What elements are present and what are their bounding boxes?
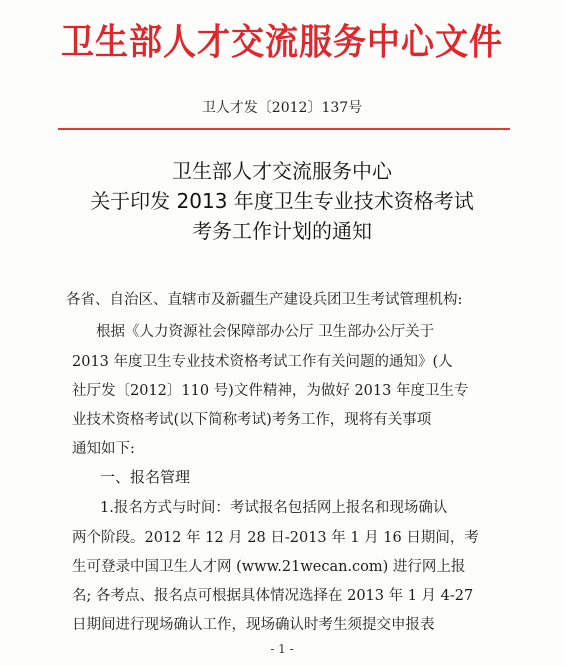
notice-title-line-3: 考务工作计划的通知 bbox=[192, 219, 372, 243]
section1-line-5: 日期间进行现场确认工作，现场确认时考生须提交申报表 bbox=[72, 617, 435, 633]
intro-line-4: 业技术资格考试(以下简称考试)考务工作，现将有关事项 bbox=[72, 412, 432, 428]
intro-line-3: 社厅发〔2012〕110 号)文件精神，为做好 2013 年度卫生专 bbox=[72, 383, 469, 399]
notice-title-line-1: 卫生部人才交流服务中心 bbox=[172, 159, 392, 183]
section1-line-2: 两个阶段。2012 年 12 月 28 日-2013 年 1 月 16 日期间，考 bbox=[72, 530, 479, 546]
section1-line-3: 生可登录中国卫生人才网 (www.21wecan.com) 进行网上报 bbox=[72, 559, 466, 575]
addressee-line: 各省、自治区、直辖市及新疆生产建设兵团卫生考试管理机构: bbox=[66, 292, 463, 308]
document-number: 卫人才发〔2012〕137号 bbox=[201, 100, 363, 116]
page-number: - 1 - bbox=[270, 642, 294, 656]
letterhead-title: 卫生部人才交流服务中心文件 bbox=[61, 20, 503, 63]
section-heading-registration: 一、报名管理 bbox=[100, 468, 191, 486]
intro-line-2: 2013 年度卫生专业技术资格考试工作有关问题的通知》(人 bbox=[72, 354, 453, 370]
intro-line-5: 通知如下: bbox=[72, 441, 135, 457]
notice-title-line-2: 关于印发 2013 年度卫生专业技术资格考试 bbox=[90, 189, 474, 213]
section1-line-1: 1.报名方式与时间：考试报名包括网上报名和现场确认 bbox=[100, 500, 448, 516]
intro-line-1: 根据《人力资源社会保障部办公厅 卫生部办公厅关于 bbox=[96, 324, 435, 340]
section1-line-4: 名; 各考点、报名点可根据具体情况选择在 2013 年 1 月 4-27 bbox=[72, 588, 474, 604]
red-divider-line bbox=[58, 128, 510, 130]
